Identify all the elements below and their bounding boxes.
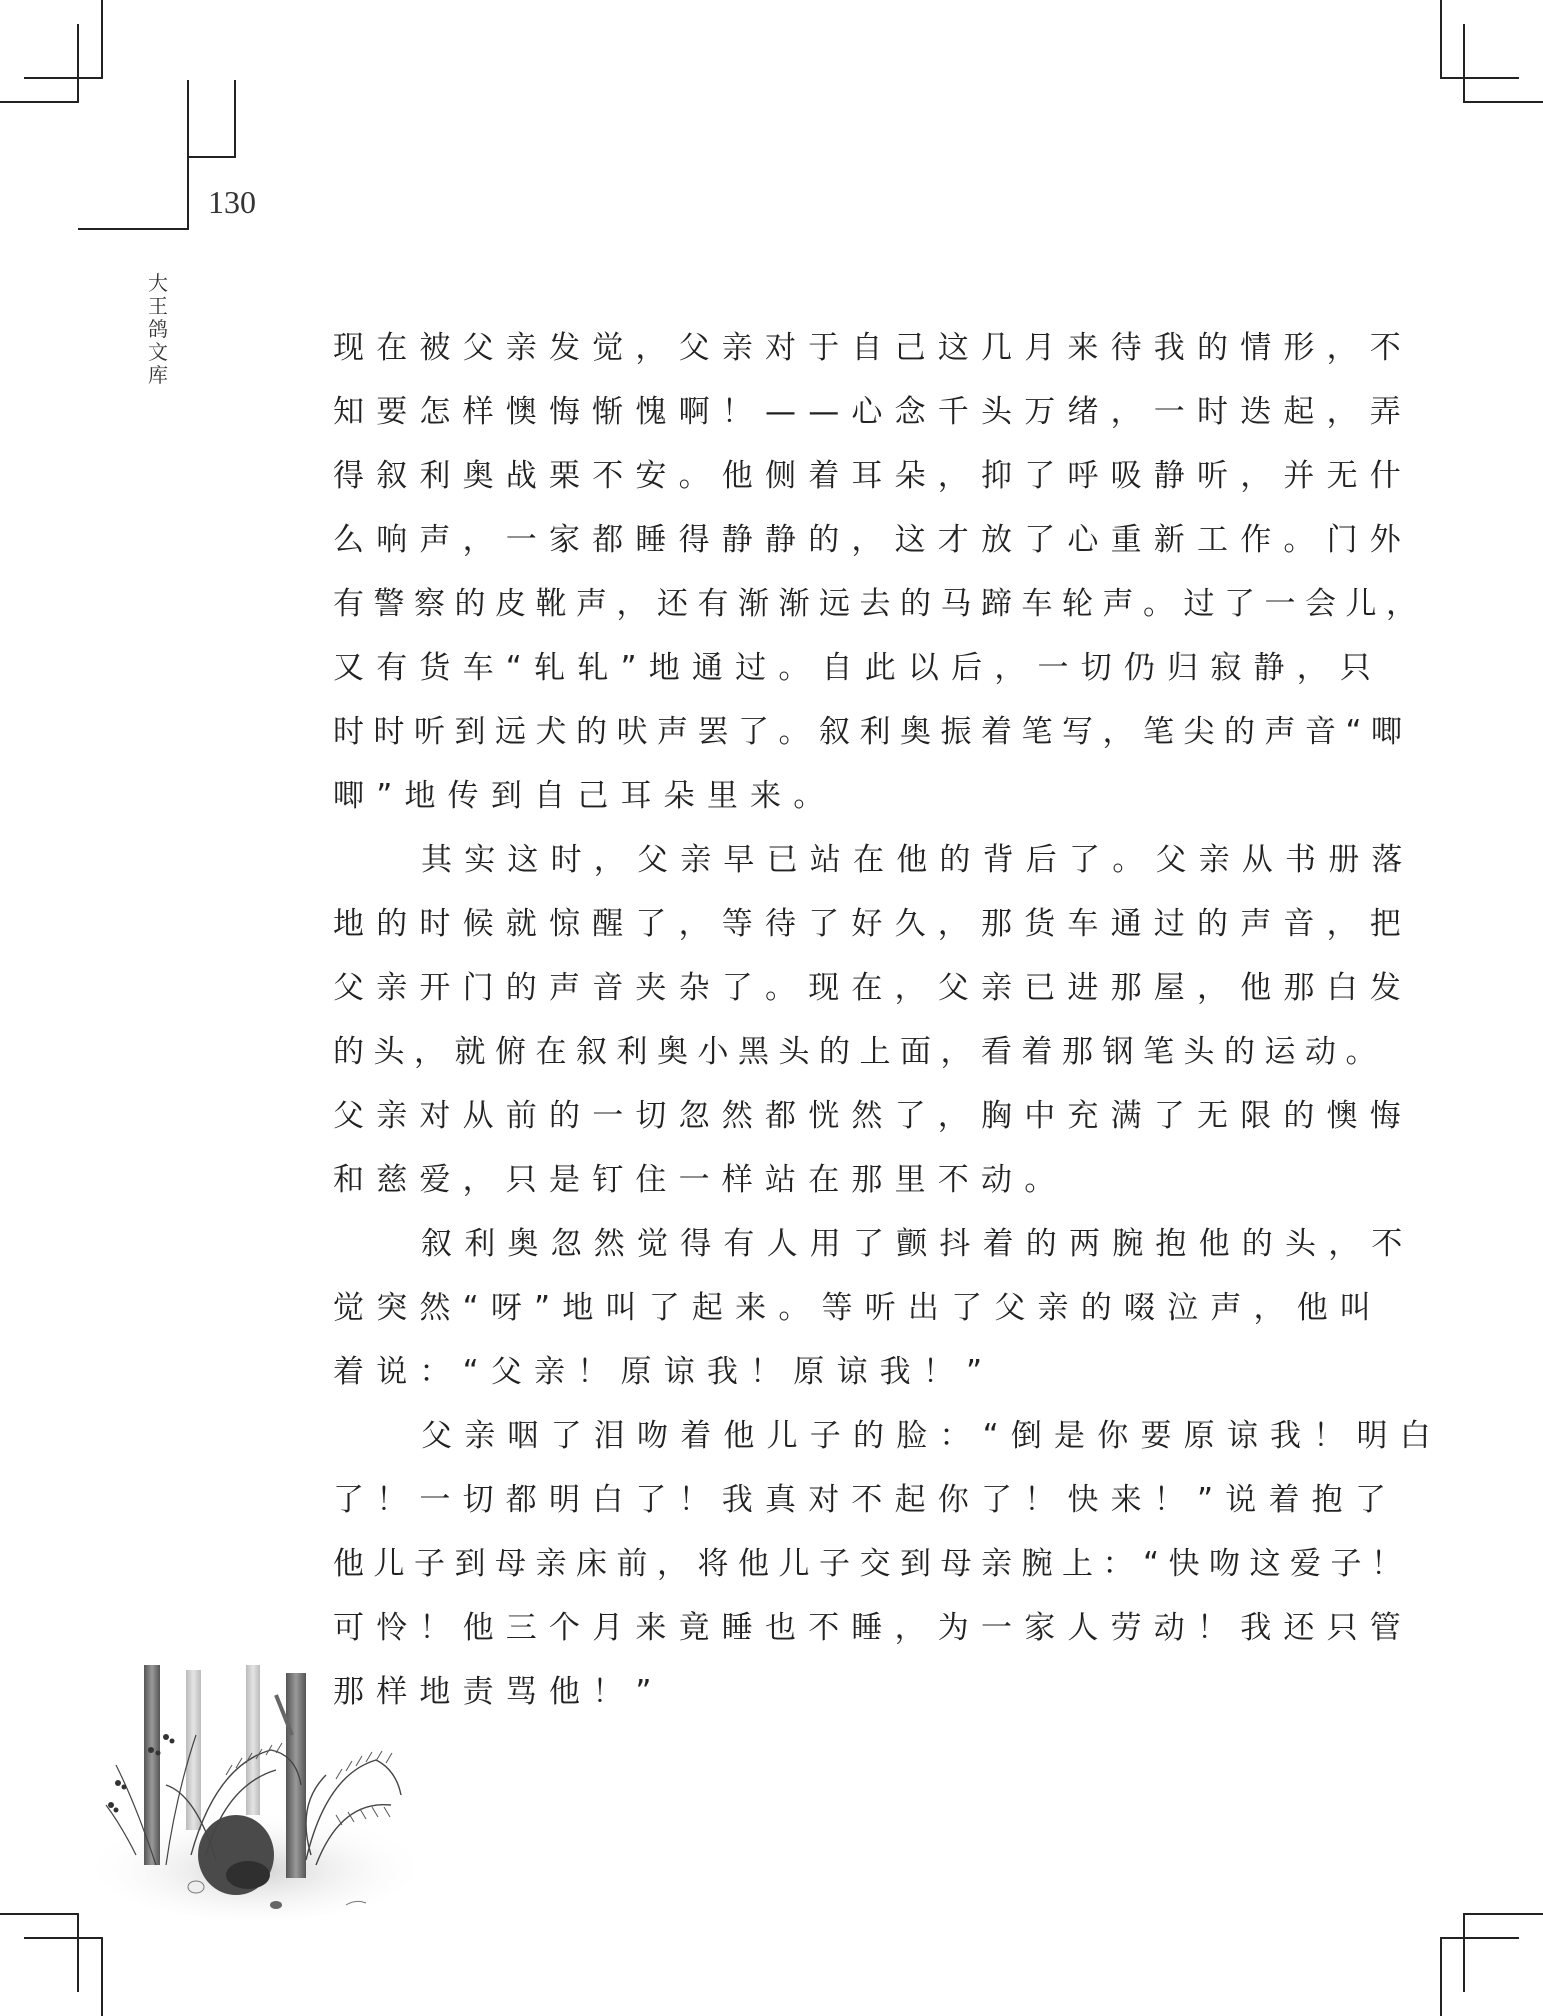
forest-illustration bbox=[96, 1655, 416, 1920]
header-frame-line bbox=[78, 228, 189, 230]
text-line: 知要怎样懊悔惭愧啊！——心念千头万绪，一时迭起，弄 bbox=[333, 394, 1413, 430]
text-line: 有警察的皮靴声，还有渐渐远去的马蹄车轮声。过了一会儿， bbox=[333, 586, 1427, 622]
text-line: 其实这时，父亲早已站在他的背后了。父亲从书册落 bbox=[421, 842, 1415, 878]
crop-mark bbox=[77, 1913, 79, 1992]
crop-mark bbox=[1440, 0, 1442, 79]
text-line: 可怜！他三个月来竟睡也不睡，为一家人劳动！我还只管 bbox=[333, 1610, 1413, 1646]
illustration-image bbox=[96, 1655, 416, 1920]
crop-mark bbox=[101, 1937, 103, 2016]
crop-mark bbox=[0, 101, 79, 103]
crop-mark bbox=[1440, 1937, 1519, 1939]
text-line: 父亲开门的声音夹杂了。现在，父亲已进那屋，他那白发 bbox=[333, 970, 1413, 1006]
crop-mark bbox=[77, 24, 79, 103]
header-frame-line bbox=[234, 80, 236, 158]
crop-mark bbox=[1463, 1913, 1465, 1992]
text-line: 了！一切都明白了！我真对不起你了！快来！”说着抱了 bbox=[333, 1482, 1399, 1518]
crop-mark bbox=[24, 1937, 103, 1939]
text-line: 着说：“父亲！原谅我！原谅我！” bbox=[333, 1354, 995, 1390]
text-line: 父亲咽了泪吻着他儿子的脸：“倒是你要原谅我！明白 bbox=[421, 1418, 1443, 1454]
crop-mark bbox=[0, 1913, 79, 1915]
text-line: 父亲对从前的一切忽然都恍然了，胸中充满了无限的懊悔 bbox=[333, 1098, 1413, 1134]
text-line: 觉突然“呀”地叫了起来。等听出了父亲的啜泣声，他叫 bbox=[333, 1290, 1384, 1326]
crop-mark bbox=[24, 77, 103, 79]
crop-mark bbox=[1463, 24, 1465, 103]
header-frame-line bbox=[187, 156, 236, 158]
crop-mark bbox=[1463, 1913, 1543, 1915]
text-line: 他儿子到母亲床前，将他儿子交到母亲腕上：“快吻这爱子！ bbox=[333, 1546, 1412, 1582]
crop-mark bbox=[1440, 77, 1519, 79]
text-line: 么响声，一家都睡得静静的，这才放了心重新工作。门外 bbox=[333, 522, 1413, 558]
crop-mark bbox=[1463, 101, 1543, 103]
page-number: 130 bbox=[208, 184, 256, 220]
crop-mark bbox=[1440, 1937, 1442, 2016]
text-line: 那样地责骂他！” bbox=[333, 1674, 664, 1710]
text-line: 又有货车“轧轧”地通过。自此以后，一切仍归寂静，只 bbox=[333, 650, 1384, 686]
body-text bbox=[333, 326, 1443, 1734]
text-line: 地的时候就惊醒了，等待了好久，那货车通过的声音，把 bbox=[333, 906, 1413, 942]
text-line: 时时听到远犬的吠声罢了。叙利奥振着笔写，笔尖的声音“唧 bbox=[333, 714, 1412, 750]
crop-mark bbox=[101, 0, 103, 79]
text-line: 唧”地传到自己耳朵里来。 bbox=[333, 778, 837, 814]
header-frame-line bbox=[187, 80, 189, 229]
text-line: 的头，就俯在叙利奥小黑头的上面，看着那钢笔头的运动。 bbox=[333, 1034, 1386, 1070]
text-line: 叙利奥忽然觉得有人用了颤抖着的两腕抱他的头，不 bbox=[421, 1226, 1415, 1262]
text-line: 得叙利奥战栗不安。他侧着耳朵，抑了呼吸静听，并无什 bbox=[333, 458, 1413, 494]
text-line: 和慈爱，只是钉住一样站在那里不动。 bbox=[333, 1162, 1068, 1198]
running-head: 大王鸽文库 bbox=[148, 271, 168, 387]
text-line: 现在被父亲发觉，父亲对于自己这几月来待我的情形，不 bbox=[333, 330, 1413, 366]
